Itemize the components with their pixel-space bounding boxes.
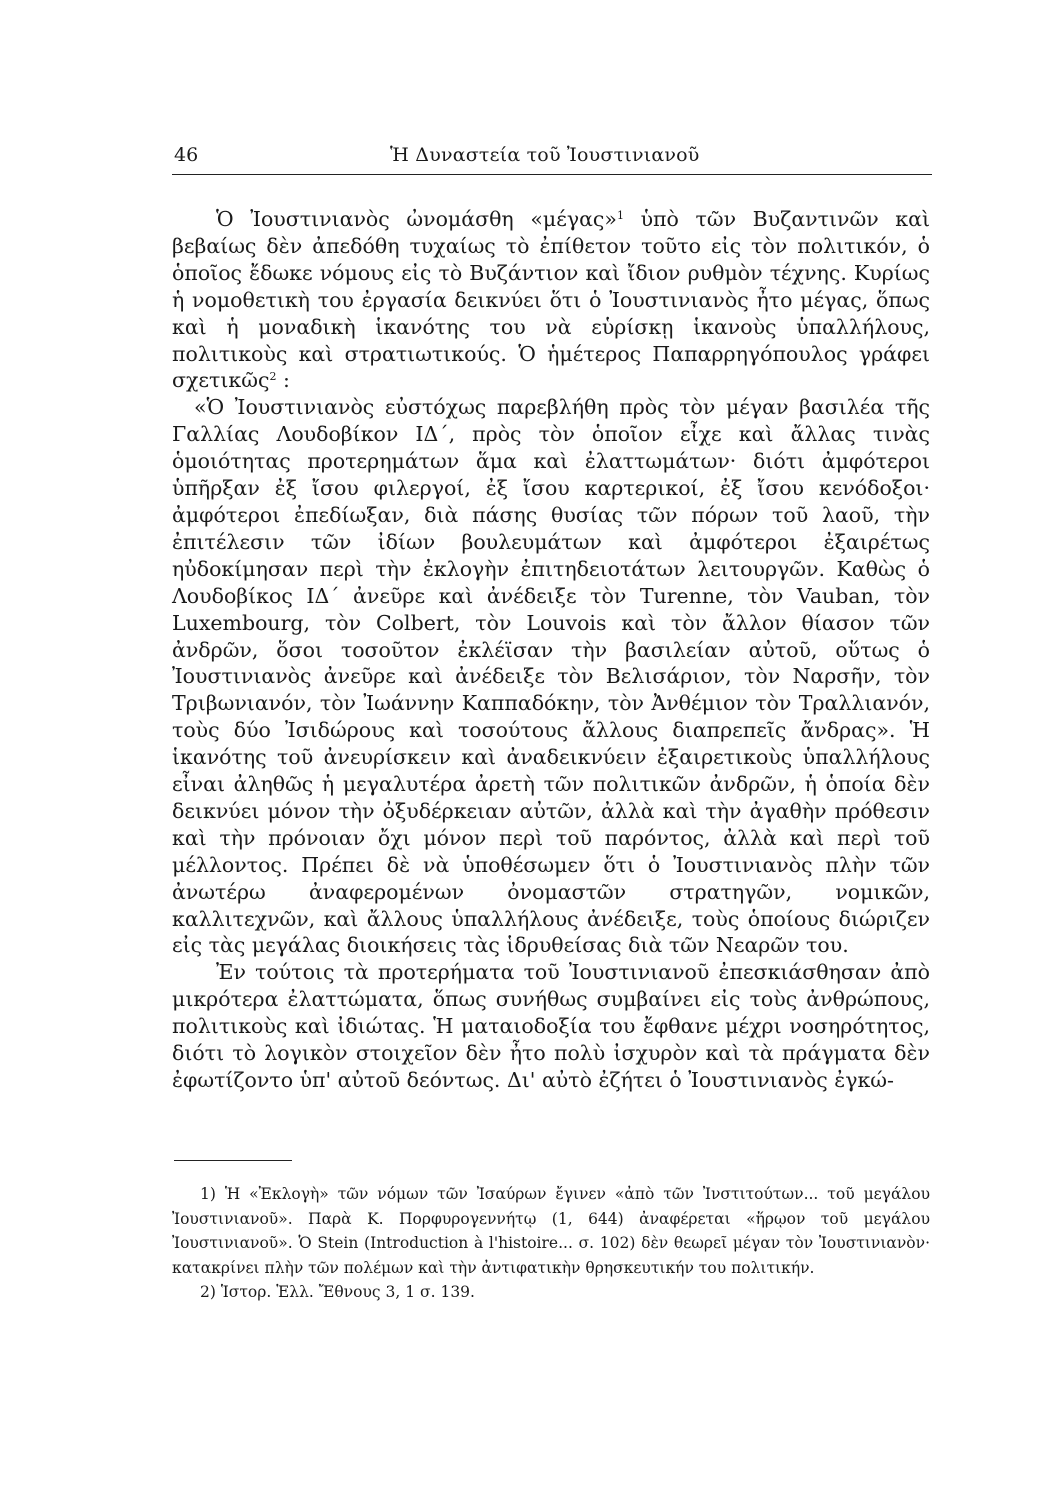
header-rule	[172, 174, 932, 175]
paragraph-1-text-a: Ὁ Ἰουστινιανὸς ὠνομάσθη «μέγας»	[216, 207, 617, 231]
body-text	[172, 206, 930, 1094]
paragraph-1-text-b: ὑπὸ τῶν Βυζαντινῶν καὶ βεβαίως δὲν ἀπεδόθη τυχαίως τὸ ἐπίθετον τοῦτο εἰς τὸν πολιτικόν, ὁ ὁποῖος ἔδωκε νόμους εἰς τὸ Βυζάντιον καὶ ἴδιον ρυθμὸν τέχνης. Κυρίως ἡ νομοθετικὴ του ἐργασία δεικνύει ὅτι ὁ Ἰουστινιανὸς ἦτο μέγας, ὅπως καὶ ἡ μοναδικὴ ἱκανότης του νὰ εὑρίσκῃ ἱκανοὺς ὑπαλλήλους, πολιτικοὺς καὶ στρατιωτικούς. Ὁ ἡμέτερος Παπαρρηγόπουλος γράφει σχετικῶς	[172, 207, 930, 393]
paragraph-2-quotation: «Ὁ Ἰουστινιανὸς εὐστόχως παρεβλήθη πρὸς τὸν μέγαν βασιλέα τῆς Γαλλίας Λουδοβίκον ΙΔ΄, πρὸς τὸν ὁποῖον εἶχε καὶ ἄλλας τινὰς ὁμοιότητας προτερημάτων ἅμα καὶ ἐλαττωμάτων· διότι ἀμφότεροι ὑπῆρξαν ἐξ ἴσου φιλεργοί, ἐξ ἴσου καρτερικοί, ἐξ ἴσου κενόδοξοι· ἀμφότεροι ἐπεδίωξαν, διὰ πάσης θυσίας τῶν πόρων τοῦ λαοῦ, τὴν ἐπιτέλεσιν τῶν ἰδίων βουλευμάτων καὶ ἀμφότεροι ἐξαιρέτως ηὐδοκίμησαν περὶ τὴν ἐκλογὴν ἐπιτηδειοτάτων λειτουργῶν. Καθὼς ὁ Λουδοβίκος ΙΔ΄ ἀνεῦρε καὶ ἀνέδειξε τὸν Turenne, τὸν Vauban, τὸν Luxembourg, τὸν Colbert, τὸν Louvois καὶ τὸν ἄλλον θίασον τῶν ἀνδρῶν, ὅσοι τοσοῦτον ἐκλέϊσαν τὴν βασιλείαν αὐτοῦ, οὕτως ὁ Ἰουστινιανὸς ἀνεῦρε καὶ ἀνέδειξε τὸν Βελισάριον, τὸν Ναρσῆν, τὸν Τριβωνιανόν, τὸν Ἰωάννην Καππαδόκην, τὸν Ἀνθέμιον τὸν Τραλλιανόν, τοὺς δύο Ἰσιδώρους καὶ τοσούτους ἄλλους διαπρεπεῖς ἄνδρας». Ἡ ἱκανότης τοῦ ἀνευρίσκειν καὶ ἀναδεικνύειν ἐξαιρετικοὺς ὑπαλλήλους εἶναι ἀληθῶς ἡ μεγαλυτέρα ἀρετὴ τῶν πολιτικῶν ἀνδρῶν, ἡ ὁποία δὲν δεικνύει μόνον τὴν ὀξυδέρκειαν αὐτῶν, ἀλλὰ καὶ τὴν ἀγαθὴν πρόθεσιν καὶ τὴν πρόνοιαν ὄχι μόνον περὶ τοῦ παρόντος, ἀλλὰ καὶ περὶ τοῦ μέλλοντος. Πρέπει δὲ νὰ ὑποθέσωμεν ὅτι ὁ Ἰουστινιανὸς πλὴν τῶν ἀνωτέρω ἀναφερομένων ὀνομαστῶν στρατηγῶν, νομικῶν, καλλιτεχνῶν, καὶ ἄλλους ὑπαλλήλους ἀνέδειξε, τοὺς ὁποίους διώριζεν εἰς τὰς μεγάλας διοικήσεις τὰς ἱδρυθείσας διὰ τῶν Νεαρῶν του.	[172, 395, 930, 958]
footnote-separator	[174, 1160, 292, 1161]
paragraph-3: Ἐν τούτοις τὰ προτερήματα τοῦ Ἰουστινιανοῦ ἐπεσκιάσθησαν ἀπὸ μικρότερα ἐλαττώματα, ὅπως συνήθως συμβαίνει εἰς τοὺς ἀνθρώπους, πολιτικοὺς καὶ ἰδιώτας. Ἡ ματαιοδοξία του ἔφθανε μέχρι νοσηρότητος, διότι τὸ λογικὸν στοιχεῖον δὲν ἦτο πολὺ ἰσχυρὸν καὶ τὰ πράγματα δὲν ἐφωτίζοντο ὑπ' αὐτοῦ δεόντως. Δι' αὐτὸ ἐζήτει ὁ Ἰουστινιανὸς ἐγκώ-	[172, 960, 930, 1092]
paragraph-1-text-c: :	[276, 368, 290, 393]
footnote-ref-1: 1	[616, 209, 624, 222]
footnote-2: 2) Ἱστορ. Ἑλλ. Ἔθνους 3, 1 σ. 139.	[200, 1283, 475, 1301]
paragraph-1	[172, 206, 930, 394]
footnote-1: 1) Ἡ «Ἐκλογὴ» τῶν νόμων τῶν Ἰσαύρων ἔγινεν «ἀπὸ τῶν Ἰνστιτούτων... τοῦ μεγάλου Ἰουστινιανοῦ». Παρὰ Κ. Πορφυρογεννήτῳ (1, 644) ἀναφέρεται «ἥρῳον τοῦ μεγάλου Ἰουστινιανοῦ». Ὁ Stein (Introduction à l'histoire... σ. 102) δὲν θεωρεῖ μέγαν τὸν Ἰουστινιανὸν· κατακρίνει πλὴν τῶν πολέμων καὶ τὴν ἀντιφατικὴν θρησκευτικήν του πολιτικήν.	[172, 1185, 930, 1277]
footnote-ref-2: 2	[269, 370, 277, 384]
page-number: 46	[174, 144, 199, 166]
footnotes	[172, 1182, 930, 1305]
running-title: Ἡ Δυναστεία τοῦ Ἰουστινιανοῦ	[390, 144, 700, 166]
page-header	[172, 143, 932, 175]
